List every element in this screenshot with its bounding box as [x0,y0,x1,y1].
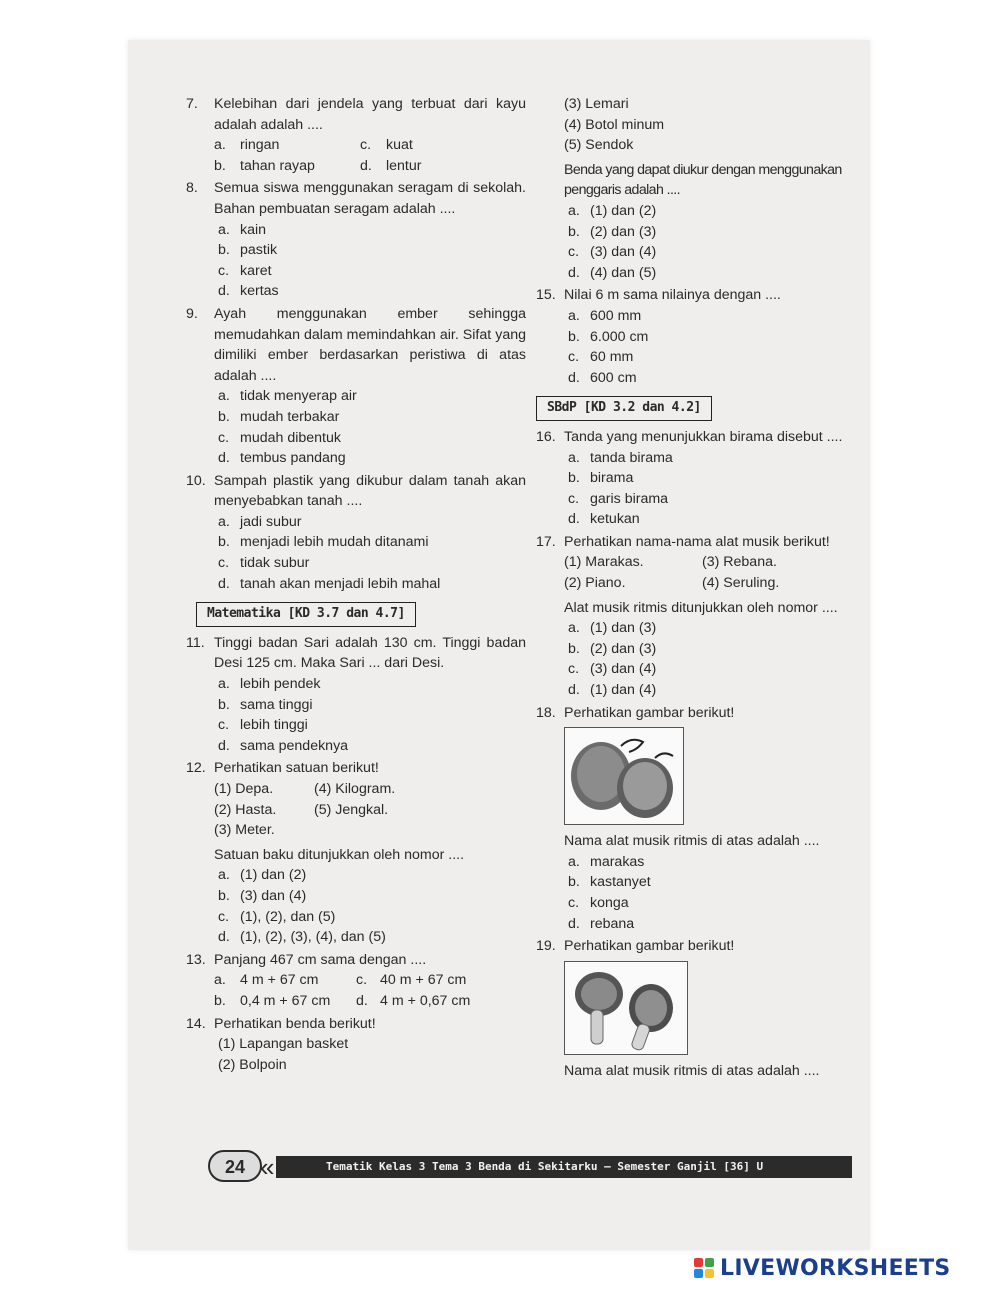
option-a[interactable]: a. (1) dan (2) [218,867,307,884]
option-d[interactable]: d. (1), (2), (3), (4), dan (5) [218,929,386,946]
option-c[interactable]: c. (3) dan (4) [568,661,657,678]
option-d[interactable]: d. ketukan [568,511,640,528]
option-a[interactable]: a. marakas [568,853,645,870]
logo-icon [694,1258,714,1278]
question-12: 12. Perhatikan satuan berikut! (1) Depa. (4) Kilogram. (2) Hasta. (5) Jengkal. (3) Meter. Satuan baku ditunjukkan oleh nomor .... a. (1) dan (2) b. (3) dan (4) c. (1), (2), dan (5) d. (1), (2), (3), (4), dan (5) [186,758,526,947]
castanets-icon [565,728,683,824]
question-18: 18. Perhatikan gambar berikut! Nama alat musik ritmis di atas adalah .... a. marakas b. kastanyet c. konga d. rebana [536,703,866,935]
option-b[interactable]: b. pastik [218,242,278,259]
right-column [536,94,866,1083]
option-c[interactable]: c. lebih tinggi [218,717,308,734]
option-d[interactable]: d. tanah akan menjadi lebih mahal [218,575,441,592]
page-number: 24 [208,1150,262,1182]
option-c[interactable]: c. 60 mm [568,349,634,366]
brand-name: LIVEWORKSHEETS [720,1255,951,1281]
option-c[interactable]: c. garis birama [568,490,669,507]
option-a[interactable]: a. lebih pendek [218,676,321,693]
options: a. 4 m + 67 cm c. 40 m + 67 cm b. 0,4 m + 67 cm d. 4 m + 0,67 cm [214,972,471,1009]
maracas-image [564,961,688,1055]
option-b[interactable]: b. 6.000 cm [568,328,649,345]
question-16: 16. Tanda yang menunjukkan birama disebut .... a. tanda birama b. birama c. garis birama d. ketukan [536,427,866,530]
option-d[interactable]: d. (4) dan (5) [568,264,657,281]
option-d[interactable]: d. tembus pandang [218,450,346,467]
question-14: 14. Perhatikan benda berikut! (1) Lapangan basket (2) Bolpoin [186,1015,376,1073]
option-d[interactable]: d. (1) dan (4) [568,682,657,699]
option-b[interactable]: b. sama tinggi [218,696,313,713]
option-b[interactable]: b. birama [568,470,634,487]
option-d[interactable]: d. kertas [218,283,279,300]
chevron-icon: « [260,1152,275,1182]
option-a[interactable]: a. jadi subur [218,513,302,530]
question-14-continued: (3) Lemari (4) Botol minum (5) Sendok Benda yang dapat diukur dengan menggunakan penggaris adalah .... a. (1) dan (2) b. (2) dan (3) c. (3) dan (4) d. (4) dan (5) [536,94,866,283]
option-d[interactable]: d. sama pendeknya [218,737,349,754]
page-footer [196,1150,852,1182]
option-b[interactable]: b. (3) dan (4) [218,887,307,904]
option-c[interactable]: c. (3) dan (4) [568,244,657,261]
option-b[interactable]: b. (2) dan (3) [568,640,657,657]
options: a. ringan c. kuat b. tahan rayap d. lentur [214,137,422,174]
maracas-icon [565,962,687,1054]
liveworksheets-logo [694,1255,951,1281]
option-d[interactable]: d. rebana [568,915,635,932]
section-header-sbdp: SBdP [KD 3.2 dan 4.2] [536,396,712,421]
question-8: 8. Semua siswa menggunakan seragam di sekolah. Bahan pembuatan seragam adalah .... a. kain b. pastik c. karet d. kertas [186,178,526,302]
section-header-math: Matematika [KD 3.7 dan 4.7] [196,602,416,627]
option-a[interactable]: a. tidak menyerap air [218,388,357,405]
option-a[interactable]: a. kain [218,221,267,238]
question-10: 10. Sampah plastik yang dikubur dalam tanah akan menyebabkan tanah .... a. jadi subur b. menjadi lebih mudah ditanami c. tidak subur d. tanah akan menjadi lebih mahal [186,471,526,595]
option-a[interactable]: a. (1) dan (2) [568,202,657,219]
option-c[interactable]: c. (1), (2), dan (5) [218,908,336,925]
question-7: 7. Kelebihan dari jendela yang terbuat dari kayu adalah adalah .... a. ringan c. kuat b. tahan rayap d. lentur [186,94,526,176]
option-a[interactable]: a. tanda birama [568,449,673,466]
instrument-list: (1) Marakas. (3) Rebana. (2) Piano. (4) Seruling. [564,554,780,592]
option-c[interactable]: c. konga [568,895,629,911]
question-9: 9. Ayah menggunakan ember sehingga memudahkan dalam memindahkan air. Sifat yang dimiliki ember berdasarkan peristiwa di atas adalah .... a. tidak menyerap air b. mudah terbakar c. mudah dibentuk d. tembus pandang [186,304,526,469]
question-17: 17. Perhatikan nama-nama alat musik berikut! (1) Marakas. (3) Rebana. (2) Piano. (4) Seruling. Alat musik ritmis ditunjukkan oleh nomor .... a. (1) dan (3) b. (2) dan (3) c. (3) dan (4) d. (1) dan (4) [536,532,866,701]
footer-title: Tematik Kelas 3 Tema 3 Benda di Sekitarku – Semester Ganjil [36] U [276,1156,852,1178]
castanets-image [564,727,684,825]
option-b[interactable]: b. kastanyet [568,874,651,891]
option-c[interactable]: c. karet [218,262,272,279]
option-b[interactable]: b. (2) dan (3) [568,223,657,240]
option-c[interactable]: c. tidak subur [218,555,310,572]
question-19: 19. Perhatikan gambar berikut! Nama alat musik ritmis di atas adalah .... [536,938,820,1079]
question-15: 15. Nilai 6 m sama nilainya dengan .... a. 600 mm b. 6.000 cm c. 60 mm d. 600 cm [536,285,866,388]
option-b[interactable]: b. menjadi lebih mudah ditanami [218,534,429,551]
option-b[interactable]: b. mudah terbakar [218,408,340,425]
option-c[interactable]: c. mudah dibentuk [218,429,341,446]
unit-list: (1) Depa. (4) Kilogram. (2) Hasta. (5) Jengkal. (3) Meter. [214,781,396,839]
question-13: 13. Panjang 467 cm sama dengan .... a. 4 m + 67 cm c. 40 m + 67 cm b. 0,4 m + 67 cm d. 4 m + 0,67 cm [186,950,526,1012]
option-d[interactable]: d. 600 cm [568,369,637,386]
option-a[interactable]: a. 600 mm [568,307,642,324]
left-column [186,94,526,1077]
option-a[interactable]: a. (1) dan (3) [568,620,657,637]
question-11: 11. Tinggi badan Sari adalah 130 cm. Tinggi badan Desi 125 cm. Maka Sari ... dari Desi. a. lebih pendek b. sama tinggi c. lebih tinggi d. sama pendeknya [186,633,526,757]
